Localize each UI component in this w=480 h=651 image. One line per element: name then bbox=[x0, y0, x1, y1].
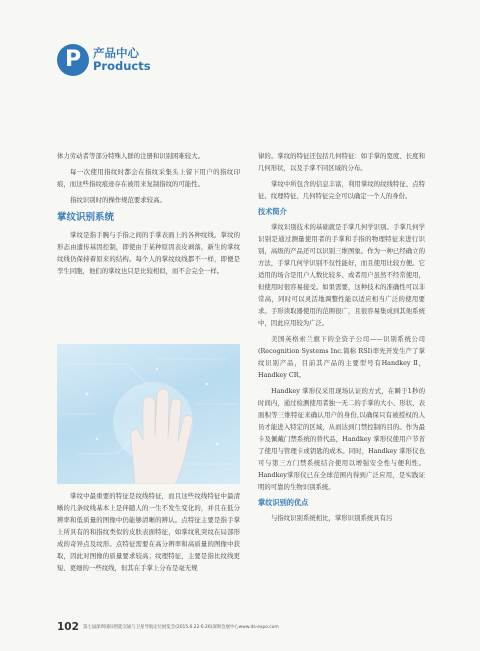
page-footer bbox=[57, 623, 437, 635]
subsection-heading: 掌纹识别的优点 bbox=[258, 498, 309, 507]
section-header bbox=[57, 44, 177, 84]
subsection-heading: 技术简介 bbox=[258, 207, 287, 216]
left-column-top bbox=[57, 150, 240, 281]
page-number: 102 bbox=[57, 621, 79, 633]
section-heading: 掌纹识别系统 bbox=[57, 212, 115, 223]
paragraph: 指纹识别时的操作规范要求较高。 bbox=[70, 196, 166, 204]
paragraph: 掌纹识别技术的基础就是手掌几何学识别。手掌几何学识别是通过测量使用者的手掌和手指的物理特征来进行识别，高级的产品还可以识别三维图象。作为一种已经确立的方法，手掌几何学识别不仅性能好，而且使用比较方便。它适用的场合是用户人数比较多、或者用户虽然不经常使用，但使用时很容易接受。如果需要，这种技术的准确性可以非常高，同时可以灵活地调整性能以适应相当广泛的使用要求。手形读取器使用的范围很广，且很容易集成到其他系统中，因此应用较为广泛。 bbox=[258, 223, 425, 327]
footer-text: 第七届深圳国际智能交通与卫星导航定位展览会(2015.6.22-6.26)深圳会展中心www.its-expo.com bbox=[83, 625, 279, 630]
paragraph: 每一次使用指纹时都会在指纹采集头上留下用户的指纹印痕，而这些指纹痕迹存在被用来复制指纹的可能性。 bbox=[57, 168, 240, 188]
hand-touchscreen-photo bbox=[57, 344, 240, 484]
section-title-en: Products bbox=[93, 59, 151, 73]
paragraph: 与指纹识别系统相比，掌形识别系统具有污 bbox=[271, 514, 393, 522]
paragraph: 掌纹中最重要的特征是纹线特征，而且这些纹线特征中最清晰的几条纹线基本上是伴随人的一生不发生变化的，并且在低分辨率和低质量的图像中仍能够清晰的辨认。点特征主要是指手掌上所具有的和指纹类似的皮肤表面特征，如掌纹乳突纹在局部形成的奇异点及纹形。点特征需要在高分辨率和高质量的图像中获取，因此对图像的质量要求较高；纹理特征，主要是指比纹线更短、更细的一些纹线，但其在手掌上分布是毫无规 bbox=[57, 492, 240, 572]
paragraph: 掌纹是指手腕与手指之间的手掌表面上的各种纹线。掌纹的形态由遗传基因控制，即使由于某种原因表皮剥落，新生的掌纹纹线仍保持着原来的结构。每个人的掌纹纹线都不一样，即便是孪生同胞，他们的掌纹也只是比较相似，而不会完全一样。 bbox=[57, 231, 240, 275]
products-logo-icon: P bbox=[57, 44, 89, 76]
paragraph: 掌纹中所包含的信息丰富，利用掌纹的纹线特征、点特征、纹理特征、几何特征完全可以确定一个人的身份。 bbox=[258, 180, 425, 200]
paragraph: 律的。掌纹的特征还包括几何特征：如手掌的宽度、长度和几何形状，以及手掌不同区域的分布。 bbox=[258, 152, 425, 172]
left-column-bottom bbox=[57, 490, 240, 578]
right-column bbox=[258, 150, 425, 528]
paragraph: 体力劳动者等部分特殊人群的注册和识别困难较大。 bbox=[57, 152, 204, 160]
paragraph: Handkey 掌形仪采用现场认证的方式，在瞬于1秒的时间内，通过检测使用者独一无二的手掌的大小、形状、表面积等三维特征来确认用户的身份,以确保只有被授权的人员才能进入特定的区域，从而达到门禁控制的目的。作为最卡及佩戴门禁系统的替代品，Handkey 掌形仪使用户节省了使用与管理卡或钥匙的成本。同时，Handkey 掌形仪也可与第三方门禁系统结合使用以增强安全性与便利性。Handkey掌形仪已在全球范围内得到广泛应用，是实践证明的可靠的生物识别系统。 bbox=[258, 387, 425, 491]
section-title-cn: 产品中心 bbox=[93, 46, 139, 60]
paragraph: 美国英格索兰旗下的全资子公司——识别系统公司(Recognition Systems Inc.简称 RSI)率先开发生产了掌纹识别产品，目前其产品的主要型号有Handkey Ⅱ，Handkey CR。 bbox=[258, 335, 425, 379]
